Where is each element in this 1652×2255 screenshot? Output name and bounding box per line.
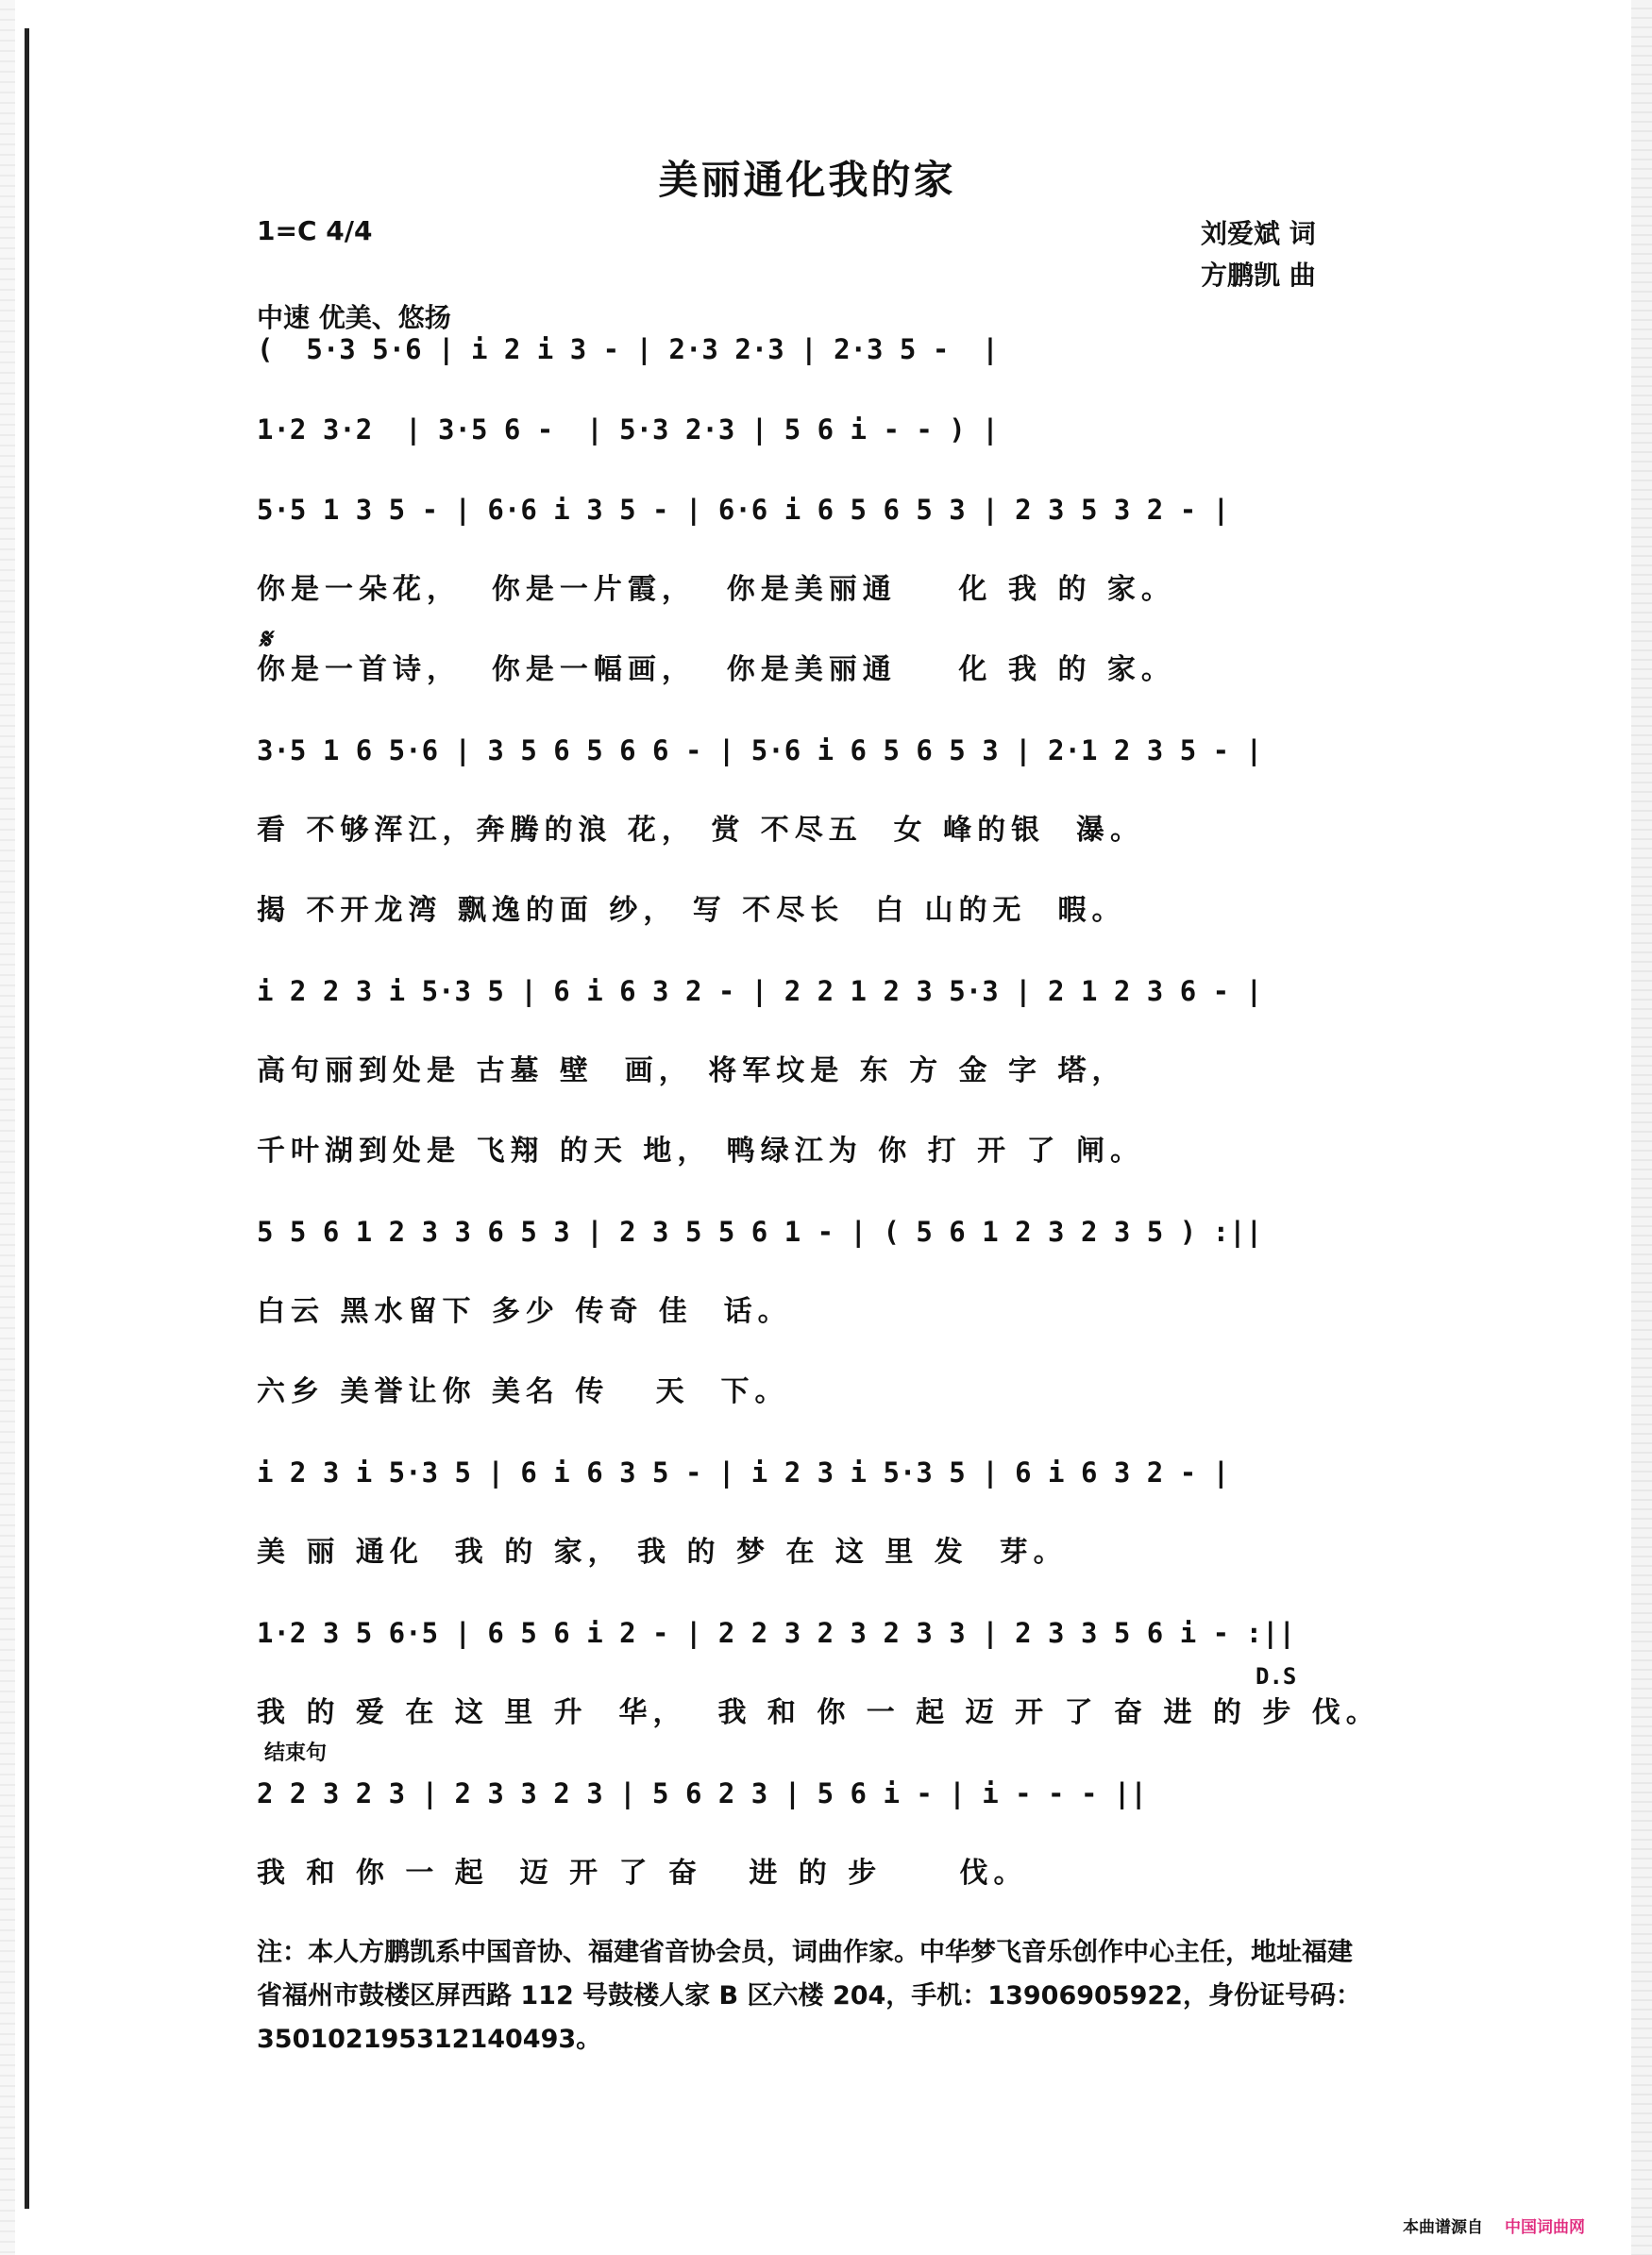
song-title: 美丽通化我的家 — [658, 157, 956, 203]
key-signature: 1=C 4/4 — [257, 215, 373, 246]
notation-line: 1·2 3 5 6·5 | 6 5 6 i 2 - | 2 2 3 2 3 2 3 3 | 2 3 3 5 6 i - :|| — [257, 1617, 1295, 1649]
lyric-line: 高句丽到处是 古墓 壁 画， 将军坟是 东 方 金 字 塔， — [257, 1054, 1126, 1087]
scan-edge-line — [25, 28, 29, 2209]
ds-marking: D.S — [1256, 1663, 1297, 1690]
watermark-site-name: 中国词曲网 — [1505, 2218, 1585, 2237]
composer-credit: 方鹏凯 曲 — [1201, 260, 1316, 291]
lyric-line: 千叶湖到处是 飞翔 的天 地， 鸭绿江为 你 打 开 了 闸。 — [257, 1135, 1144, 1168]
segno-sign: 𝄋 — [259, 623, 271, 656]
lyric-line: 揭 不开龙湾 飘逸的面 纱， 写 不尽长 白 山的无 暇。 — [257, 894, 1126, 927]
scan-margin-left — [0, 0, 15, 2255]
notation-line: i 2 3 i 5·3 5 | 6 i 6 3 5 - | i 2 3 i 5·3 5 | 6 i 6 3 2 - | — [257, 1456, 1230, 1489]
lyric-line: 我 和 你 一 起 迈 开 了 奋 进 的 步 伐。 — [257, 1857, 1028, 1890]
lyric-line: 美 丽 通化 我 的 家， 我 的 梦 在 这 里 发 芽。 — [257, 1536, 1068, 1569]
notation-line: i 2 2 3 i 5·3 5 | 6 i 6 3 2 - | 2 2 1 2 3 5·3 | 2 1 2 3 6 - | — [257, 975, 1263, 1007]
lyric-line: 我 的 爱 在 这 里 升 华， 我 和 你 一 起 迈 开 了 奋 进 的 步 伐。 — [257, 1696, 1380, 1729]
notation-line: ( 5·3 5·6 | i 2 i 3 - | 2·3 2·3 | 2·3 5 - | — [257, 333, 999, 365]
notation-line: 3·5 1 6 5·6 | 3 5 6 5 6 6 - | 5·6 i 6 5 6 5 3 | 2·1 2 3 5 - | — [257, 734, 1263, 766]
ending-label: 结束句 — [264, 1742, 328, 1765]
lyricist-credit: 刘爱斌 词 — [1201, 218, 1316, 249]
lyric-line: 你是一首诗， 你是一幅画， 你是美丽通 化 我 的 家。 — [257, 653, 1175, 686]
footnote: 注：本人方鹏凯系中国音协、福建省音协会员，词曲作家。中华梦飞音乐创作中心主任，地址福建省福州市鼓楼区屏西路 112 号鼓楼人家 B 区六楼 204，手机：13906905922，身份证号码：350102195312140493。 — [257, 1938, 1361, 2054]
watermark-source-label: 本曲谱源自 — [1403, 2218, 1483, 2237]
lyric-line: 你是一朵花， 你是一片霞， 你是美丽通 化 我 的 家。 — [257, 573, 1175, 606]
tempo-marking: 中速 优美、悠扬 — [257, 302, 451, 333]
lyric-line: 白云 黑水留下 多少 传奇 佳 话。 — [257, 1295, 792, 1328]
notation-line: 1·2 3·2 | 3·5 6 - | 5·3 2·3 | 5 6 i - - ) | — [257, 413, 999, 446]
notation-line: 5 5 6 1 2 3 3 6 5 3 | 2 3 5 5 6 1 - | ( 5 6 1 2 3 2 3 5 ) :|| — [257, 1216, 1263, 1248]
notation-line: 5·5 1 3 5 - | 6·6 i 3 5 - | 6·6 i 6 5 6 5 3 | 2 3 5 3 2 - | — [257, 494, 1230, 526]
scan-margin-right — [1631, 0, 1652, 2255]
lyric-line: 看 不够浑江，奔腾的浪 花， 赏 不尽五 女 峰的银 瀑。 — [257, 814, 1144, 847]
notation-line: 2 2 3 2 3 | 2 3 3 2 3 | 5 6 2 3 | 5 6 i - | i - - - || — [257, 1777, 1147, 1809]
lyric-line: 六乡 美誉让你 美名 传 天 下。 — [257, 1375, 789, 1408]
